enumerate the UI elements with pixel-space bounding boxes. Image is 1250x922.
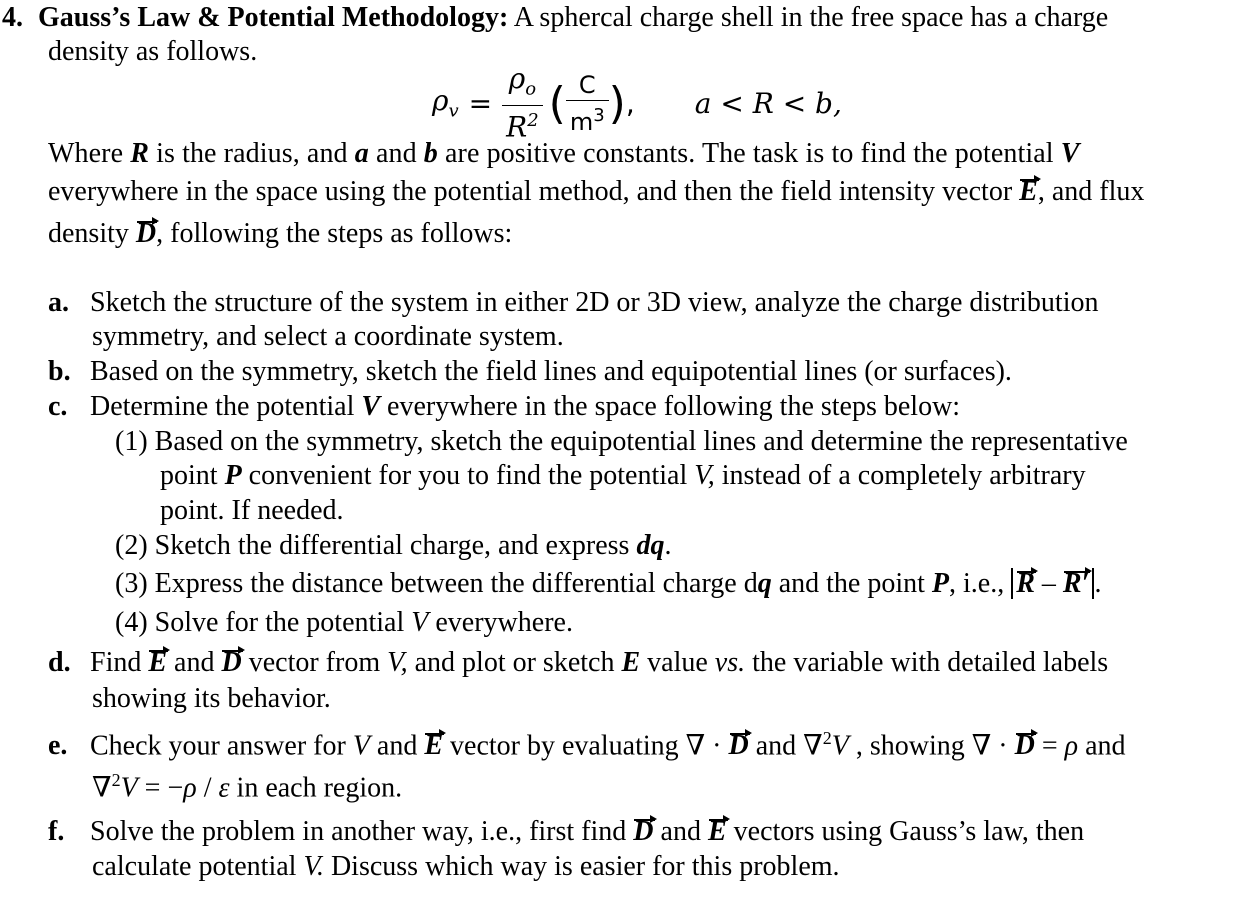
eq-unit-fraction: $\frac{C}{m^3}$ xyxy=(566,70,609,137)
step-e: e. Check your answer for V and E vector by evaluating ∇ · D and ∇$^2$V , showing ∇ · D = ρ and xyxy=(48,728,1126,762)
where-line3: density D, following the steps as follows: xyxy=(48,218,513,249)
where-line1: Where R is the radius, and a and b are positive constants. The task is to find the potential V xyxy=(48,138,1080,169)
step-d-line2: showing its behavior. xyxy=(92,683,331,714)
problem-intro: A sphercal charge shell in the free space has a charge xyxy=(508,2,1109,33)
step-a-line2: symmetry, and select a coordinate system. xyxy=(92,321,564,352)
vector-D: D xyxy=(135,218,157,249)
step-b: b. Based on the symmetry, sketch the field lines and equipotential lines (or surfaces). xyxy=(48,356,1012,387)
step-c3: (3) Express the distance between the differential charge dq and the point P, i.e., R – R′ . xyxy=(115,568,1102,599)
eq-range: a < R < b, xyxy=(694,86,842,120)
charge-density-equation xyxy=(432,62,842,143)
step-f: f. Solve the problem in another way, i.e., first find D and E vectors using Gauss’s law, then xyxy=(48,816,1085,847)
step-a: a. Sketch the structure of the system in either 2D or 3D view, analyze the charge distribution xyxy=(48,287,1099,318)
problem-number: 4. xyxy=(2,2,23,33)
step-e-line2: ∇$^2$V = −ρ / ε in each region. xyxy=(92,770,403,804)
eq-paren-close: ) xyxy=(608,77,626,129)
step-c2: (2) Sketch the differential charge, and express dq. xyxy=(115,530,672,561)
step-c: c. Determine the potential V everywhere in the space following the steps below: xyxy=(48,391,961,422)
eq-paren-open: ( xyxy=(548,77,566,129)
vector-E: E xyxy=(1019,176,1038,207)
problem-heading xyxy=(2,2,1108,34)
eq-comma: , xyxy=(625,86,635,120)
eq-equals: = xyxy=(468,86,493,120)
intro-line2-text: density as follows. xyxy=(48,36,258,67)
step-f-line2: calculate potential V. Discuss which way is easier for this problem. xyxy=(92,851,840,882)
where-line2: everywhere in the space using the potential method, and then the field intensity vector E, and flux xyxy=(48,176,1145,207)
step-c1: (1) Based on the symmetry, sketch the equipotential lines and determine the representative xyxy=(115,426,1128,457)
eq-fraction: $\frac{\rho_o}{R^2}$ xyxy=(502,64,543,142)
step-c4: (4) Solve for the potential V everywhere. xyxy=(115,607,573,638)
step-c1-line3: point. If needed. xyxy=(160,495,344,526)
problem-title: Gauss’s Law & Potential Methodology: xyxy=(38,2,509,33)
step-d: d. Find E and D vector from V, and plot or sketch E value vs. the variable with detailed labels xyxy=(48,647,1109,678)
distance-magnitude: R – R′ xyxy=(1011,568,1094,599)
eq-lhs: $\rho_v$ xyxy=(432,84,459,122)
step-c1-line2: point P convenient for you to find the potential V, instead of a completely arbitrary xyxy=(160,460,1086,491)
problem-intro-line2 xyxy=(48,36,257,68)
